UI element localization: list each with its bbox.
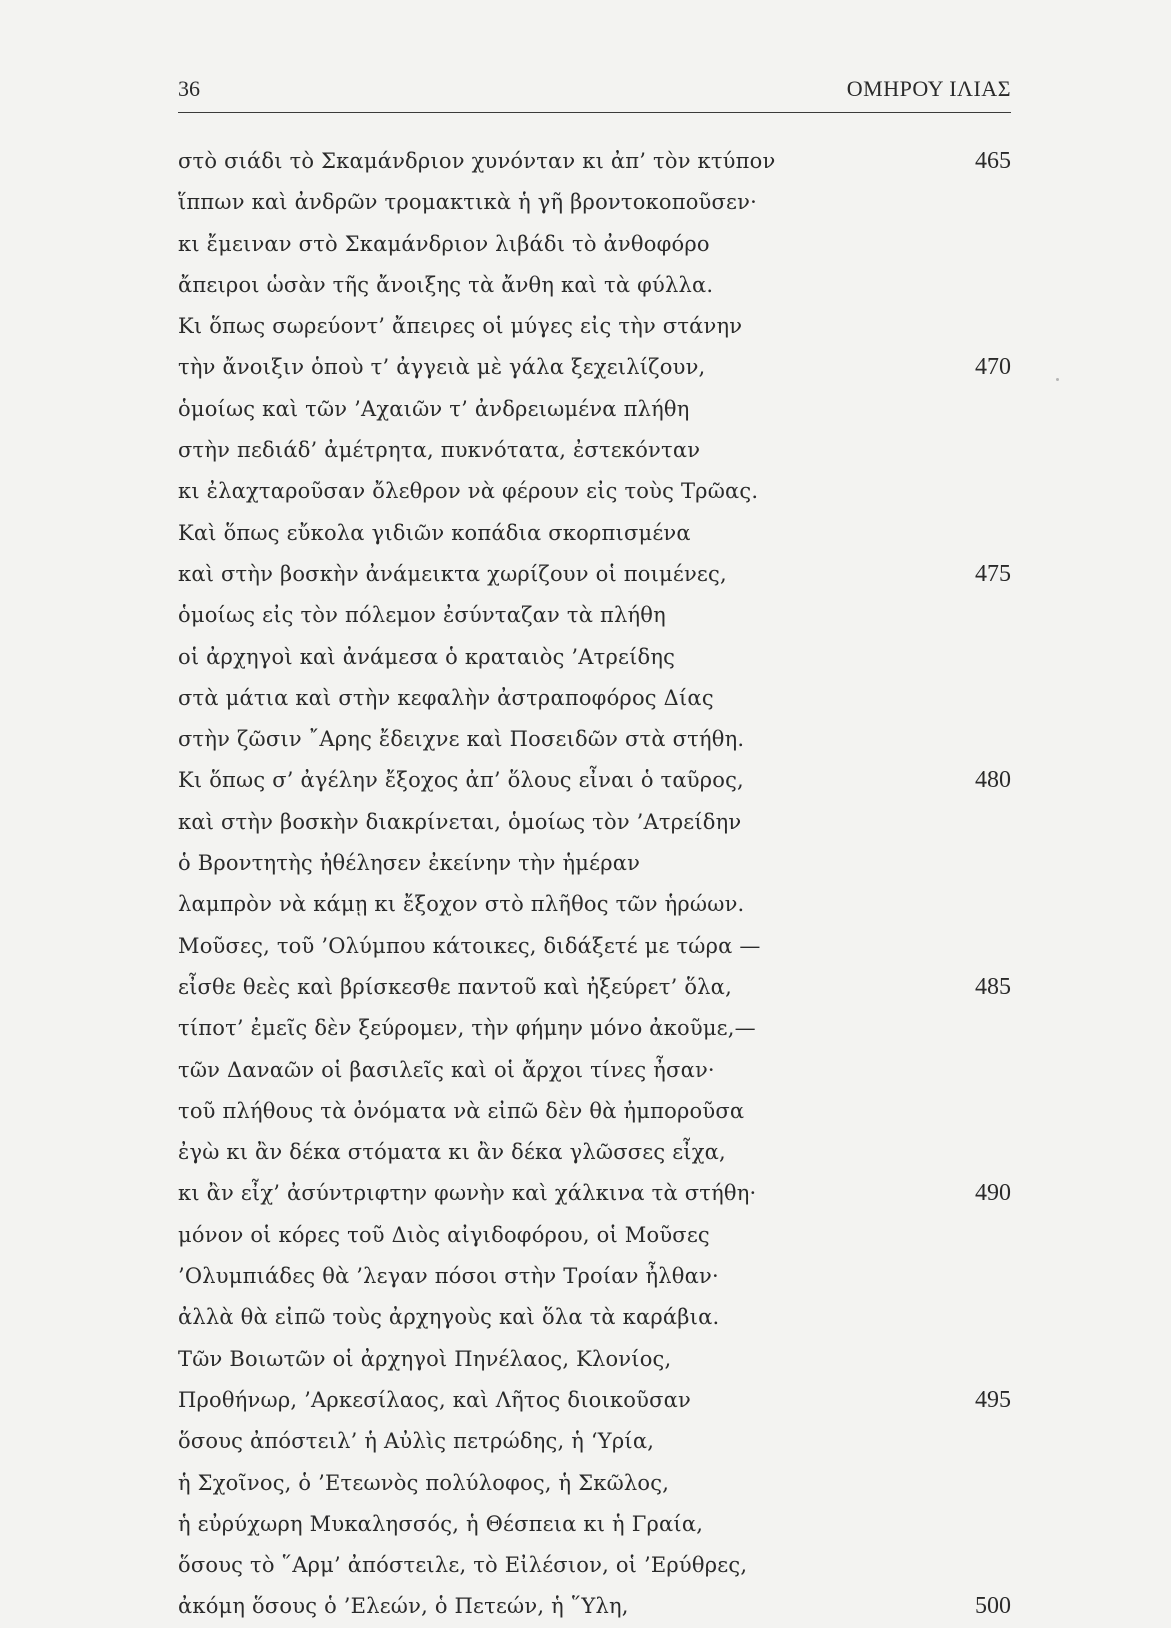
verse-line (178, 224, 1011, 265)
verse-number: 500 (975, 1593, 1011, 1620)
verse-line (178, 678, 1011, 719)
verse-line (178, 843, 1011, 884)
verse-line (178, 1339, 1011, 1380)
verse-line (178, 430, 1011, 471)
verse-number: 470 (975, 354, 1011, 381)
paper-speck (1056, 378, 1059, 381)
header-rule (178, 112, 1011, 113)
verse-line (178, 1008, 1011, 1049)
verse-line (178, 1297, 1011, 1338)
verse-line (178, 306, 1011, 347)
verse-line (178, 1586, 1011, 1627)
page-number: 36 (178, 76, 200, 101)
verse-text: στὰ μάτια καὶ στὴν κεφαλὴν ἀστραποφόρος Δίας (178, 685, 714, 710)
verse-number: 495 (975, 1386, 1011, 1413)
verse-line (178, 1132, 1011, 1173)
verse-text: καὶ στὴν βοσκὴν ἀνάμεικτα χωρίζουν οἱ ποιμένες, (178, 561, 727, 586)
verse-line (178, 1091, 1011, 1132)
verse-text: στὸ σιάδι τὸ Σκαμάνδριον χυνόνταν κι ἀπ’ τὸν κτύπον (178, 149, 776, 173)
verse-text: μόνον οἱ κόρες τοῦ Διὸς αἰγιδοφόρου, οἱ Μοῦσες (178, 1222, 710, 1247)
verse-line (178, 1545, 1011, 1586)
verse-text: τὴν ἄνοιξιν ὁποὺ τ’ ἀγγειὰ μὲ γάλα ξεχειλίζουν, (178, 355, 706, 380)
verse-text: τῶν Δαναῶν οἱ βασιλεῖς καὶ οἱ ἄρχοι τίνες ἦσαν· (178, 1057, 715, 1082)
verse-text: ἄπειροι ὡσὰν τῆς ἄνοιξης τὰ ἄνθη καὶ τὰ φύλλα. (178, 272, 714, 297)
verse-line (178, 513, 1011, 554)
verse-text: κι ἂν εἶχ’ ἀσύντριφτην φωνὴν καὶ χάλκινα τὰ στήθη· (178, 1181, 757, 1206)
verse-line (178, 637, 1011, 678)
verse-line (178, 1050, 1011, 1091)
verse-line (178, 554, 1011, 595)
verse-block (178, 141, 1011, 1628)
running-title: ΟΜΗΡΟΥ ΙΛΙΑΣ (846, 76, 1011, 101)
verse-text: στὴν ζῶσιν ῎Αρης ἔδειχνε καὶ Ποσειδῶν στὰ στήθη. (178, 727, 745, 752)
verse-text: κι ἐλαχταροῦσαν ὄλεθρον νὰ φέρουν εἰς τοὺς Τρῶας. (178, 479, 759, 504)
verse-line (178, 471, 1011, 512)
verse-line (178, 389, 1011, 430)
verse-text: ὁμοίως εἰς τὸν πόλεμον ἐσύνταζαν τὰ πλήθη (178, 603, 666, 628)
verse-text: Κι ὅπως σ’ ἀγέλην ἔξοχος ἀπ’ ὅλους εἶναι ὁ ταῦρος, (178, 768, 744, 793)
verse-text: ἡ Σχοῖνος, ὁ ’Ετεωνὸς πολύλοφος, ἡ Σκῶλος, (178, 1470, 670, 1495)
verse-text: ἀκόμη ὅσους ὁ ’Ελεών, ὁ Πετεών, ἡ ῞Υλη, (178, 1594, 629, 1619)
verse-line (178, 1463, 1011, 1504)
verse-text: ἀλλὰ θὰ εἰπῶ τοὺς ἀρχηγοὺς καὶ ὅλα τὰ καράβια. (178, 1305, 720, 1330)
verse-text: Προθήνωρ, ’Αρκεσίλαος, καὶ Λῆτος διοικοῦσαν (178, 1387, 691, 1412)
verse-text: ἡ εὐρύχωρη Μυκαλησσός, ἡ Θέσπεια κι ἡ Γραία, (178, 1511, 704, 1536)
verse-text: ἐγὼ κι ἂν δέκα στόματα κι ἂν δέκα γλῶσσες εἶχα, (178, 1140, 726, 1165)
verse-text: ὁ Βροντητὴς ἠθέλησεν ἐκείνην τὴν ἡμέραν (178, 851, 641, 876)
verse-text: ὅσους ἀπόστειλ’ ἡ Αὐλὶς πετρώδης, ἡ ‘Υρία, (178, 1429, 655, 1454)
verse-text: κι ἔμειναν στὸ Σκαμάνδριον λιβάδι τὸ ἀνθοφόρο (178, 231, 710, 256)
verse-line (178, 1421, 1011, 1462)
verse-text: εἶσθε θεὲς καὶ βρίσκεσθε παντοῦ καὶ ἠξεύρετ’ ὅλα, (178, 974, 732, 999)
verse-number: 475 (975, 560, 1011, 587)
verse-line (178, 1504, 1011, 1545)
verse-number: 490 (975, 1180, 1011, 1207)
verse-line (178, 141, 1011, 182)
verse-line (178, 802, 1011, 843)
verse-text: Μοῦσες, τοῦ ’Ολύμπου κάτοικες, διδάξετέ με τώρα — (178, 933, 761, 958)
verse-line (178, 347, 1011, 388)
verse-line (178, 595, 1011, 636)
verse-line (178, 719, 1011, 760)
verse-text: ὅσους τὸ ῞Αρμ’ ἀπόστειλε, τὸ Εἰλέσιον, οἱ ’Ερύθρες, (178, 1553, 748, 1578)
verse-number: 485 (975, 973, 1011, 1000)
verse-line (178, 967, 1011, 1008)
verse-text: λαμπρὸν νὰ κάμῃ κι ἔξοχον στὸ πλῆθος τῶν ἡρώων. (178, 892, 745, 917)
verse-text: ὁμοίως καὶ τῶν ’Αχαιῶν τ’ ἀνδρειωμένα πλήθη (178, 396, 690, 421)
verse-text: τίποτ’ ἐμεῖς δὲν ξεύρομεν, τὴν φήμην μόνο ἀκοῦμε,— (178, 1016, 756, 1041)
running-head (178, 72, 1011, 106)
verse-line (178, 926, 1011, 967)
verse-text: οἱ ἀρχηγοὶ καὶ ἀνάμεσα ὁ κραταιὸς ’Ατρείδης (178, 644, 676, 669)
verse-number: 465 (975, 148, 1011, 174)
verse-text: καὶ στὴν βοσκὴν διακρίνεται, ὁμοίως τὸν ’Ατρείδην (178, 809, 742, 834)
verse-line (178, 1380, 1011, 1421)
verse-line (178, 182, 1011, 223)
verse-number: 480 (975, 767, 1011, 794)
verse-line (178, 265, 1011, 306)
verse-line (178, 1173, 1011, 1214)
verse-text: Κι ὅπως σωρεύοντ’ ἄπειρες οἱ μύγες εἰς τὴν στάνην (178, 314, 743, 339)
verse-text: τοῦ πλήθους τὰ ὀνόματα νὰ εἰπῶ δὲν θὰ ἠμποροῦσα (178, 1098, 745, 1123)
verse-text: ’Ολυμπιάδες θὰ ’λεγαν πόσοι στὴν Τροίαν ἦλθαν· (178, 1264, 719, 1289)
verse-line (178, 1256, 1011, 1297)
verse-text: Τῶν Βοιωτῶν οἱ ἀρχηγοὶ Πηνέλαος, Κλονίος, (178, 1346, 672, 1371)
verse-text: Καὶ ὅπως εὔκολα γιδιῶν κοπάδια σκορπισμένα (178, 520, 691, 545)
verse-text: ἵππων καὶ ἀνδρῶν τρομακτικὰ ἡ γῆ βροντοκοποῦσεν· (178, 190, 757, 215)
verse-text: στὴν πεδιάδ’ ἀμέτρητα, πυκνότατα, ἐστεκόνταν (178, 438, 701, 463)
verse-line (178, 760, 1011, 801)
verse-line (178, 1215, 1011, 1256)
verse-line (178, 884, 1011, 925)
